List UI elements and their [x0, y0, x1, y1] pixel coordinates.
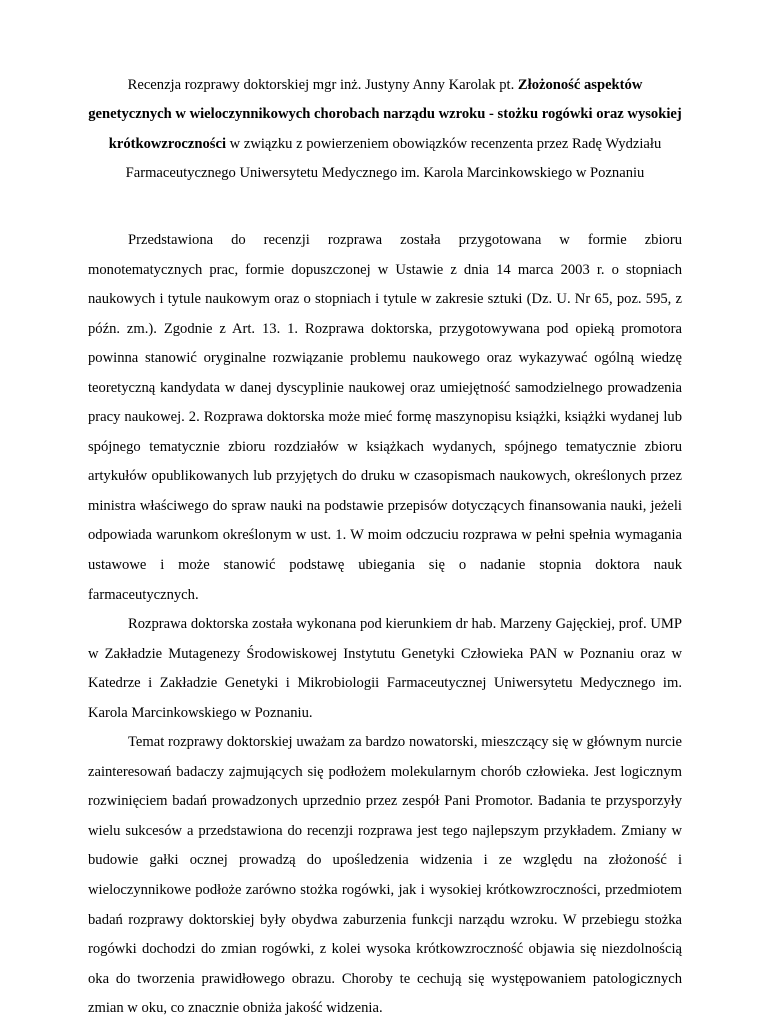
paragraph-supervision: Rozprawa doktorska została wykonana pod kierunkiem dr hab. Marzeny Gajęckiej, prof. UMP w Zakładzie Mutagenezy Środowiskowej Instytutu Genetyki Człowieka PAN w Poznaniu oraz w Katedrze i Zakładzie Genetyki i Mikrobiologii Farmaceutycznej Uniwersytetu Medycznego im. Karola Marcinkowskiego w Poznaniu.: [88, 616, 682, 721]
dissertation-title: Złożoność aspektów genetycznych w wieloczynnikowych chorobach narządu wzroku - stożku rogówki oraz wysokiej krótkowzroczności: [88, 77, 682, 152]
review-heading: [88, 71, 682, 188]
paragraph-topic-assessment: Temat rozprawy doktorskiej uważam za bardzo nowatorski, mieszczący się w głównym nurcie zainteresowań badaczy zajmujących się podłożem molekularnym chorób człowieka. Jest logicznym rozwinięciem badań prowadzonych uprzednio przez zespół Pani Promotor. Badania te przysporzyły wielu sukcesów a przedstawiona do recenzji rozprawa jest tego najlepszym przykładem. Zmiany w budowie gałki ocznej prowadzą do upośledzenia widzenia i ze względu na złożoność i wieloczynnikowe podłoże zarówno stożka rogówki, jak i wysokiej krótkowzroczności, przedmiotem badań rozprawy doktorskiej były obydwa zaburzenia funkcji narządu wzroku. W przebiegu stożka rogówki dochodzi do zmian rogówki, z kolei wysoka krótkowzroczność objawia się niezdolnością oka do tworzenia prawidłowego obrazu. Choroby te cechują się występowaniem patologicznych zmian w oku, co znacznie obniża jakość widzenia.: [88, 734, 682, 1017]
paragraph-formal-requirements: Przedstawiona do recenzji rozprawa została przygotowana w formie zbioru monotematycznych prac, formie dopuszczonej w Ustawie z dnia 14 marca 2003 r. o stopniach naukowych i tytule naukowym oraz o stopniach i tytule w zakresie sztuki (Dz. U. Nr 65, poz. 595, z późn. zm.). Zgodnie z Art. 13. 1. Rozprawa doktorska, przygotowywana pod opieką promotora powinna stanowić oryginalne rozwiązanie problemu naukowego oraz wykazywać ogólną wiedzę teoretyczną kandydata w danej dyscyplinie naukowej oraz umiejętność samodzielnego prowadzenia pracy naukowej. 2. Rozprawa doktorska może mieć formę maszynopisu książki, książki wydanej lub spójnego tematycznie zbioru rozdziałów w książkach wydanych, spójnego tematycznie zbioru artykułów opublikowanych lub przyjętych do druku w czasopismach naukowych, określonych przez ministra właściwego do spraw nauki na podstawie przepisów dotyczących finansowania nauki, jeżeli odpowiada warunkom określonym w ust. 1. W moim odczuciu rozprawa w pełni spełnia wymagania ustawowe i może stanowić podstawę ubiegania się o nadanie stopnia doktora nauk farmaceutycznych.: [88, 232, 682, 603]
heading-intro: Recenzja rozprawy doktorskiej mgr inż. Justyny Anny Karolak pt.: [127, 77, 518, 93]
review-body: [88, 226, 682, 1024]
heading-outro: w związku z powierzeniem obowiązków recenzenta przez Radę Wydziału Farmaceutycznego Uniwersytetu Medycznego im. Karola Marcinkowskiego w Poznaniu: [125, 135, 662, 181]
